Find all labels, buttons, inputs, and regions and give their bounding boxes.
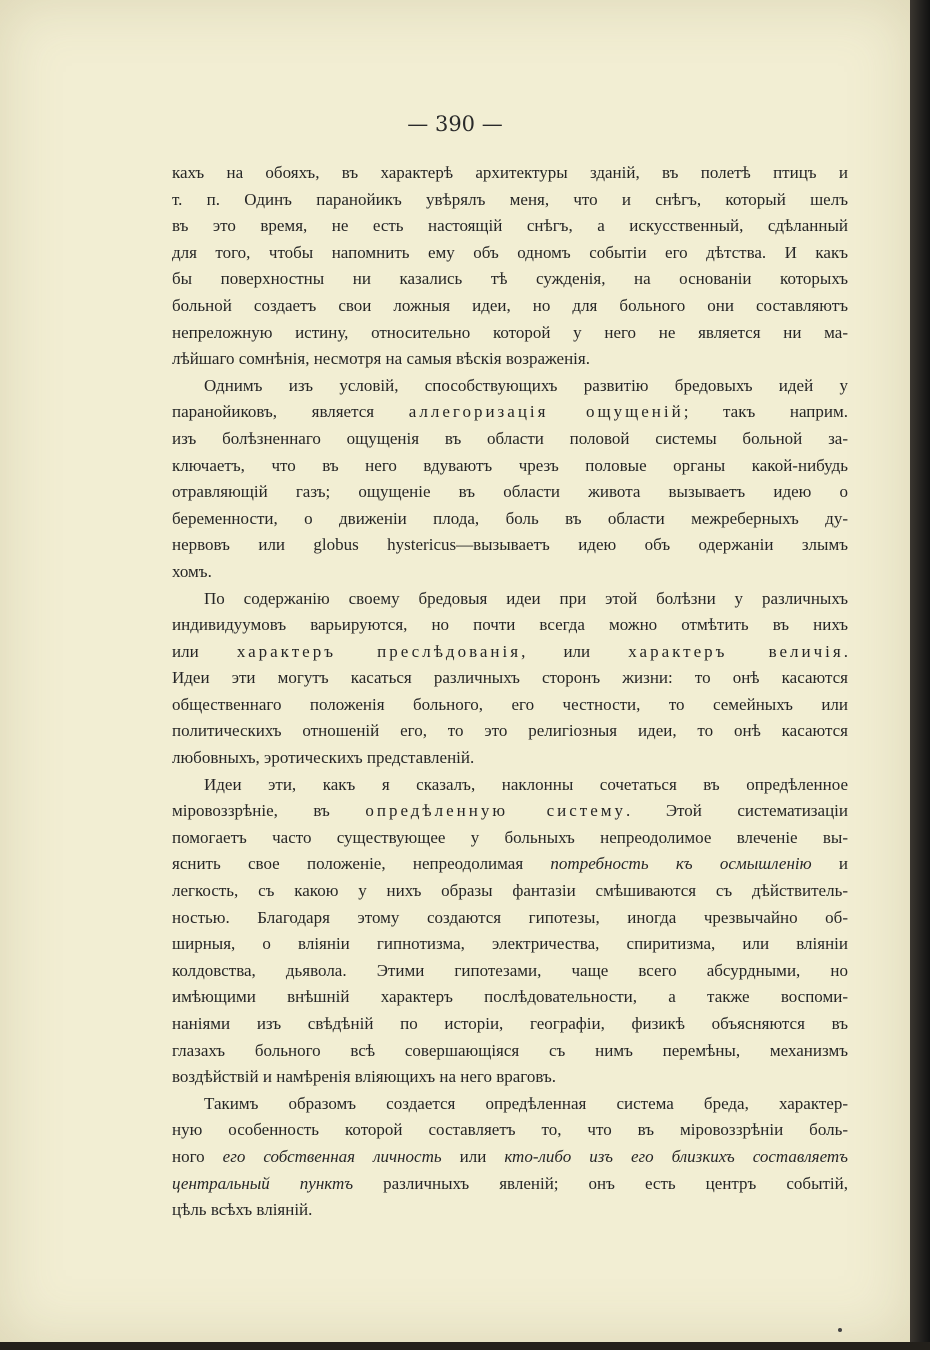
- text-run: и: [811, 854, 848, 874]
- text-line: [172, 346, 848, 373]
- text-run: Идеи эти, какъ я сказалъ, наклонны сочетаться въ опредѣленное: [204, 774, 848, 794]
- text-run: отравляющій газъ; ощущеніе въ области живота вызываетъ идею о: [172, 482, 848, 502]
- italic-phrase: его собственная личность: [222, 1146, 442, 1166]
- text-line: [172, 718, 848, 745]
- text-run: хомъ.: [172, 561, 212, 581]
- text-run: ; такъ наприм.: [683, 402, 848, 422]
- text-run: колдовства, дьявола. Этими гипотезами, чаще всего абсурдными, но: [172, 960, 848, 980]
- text-run: По содержанію своему бредовыя идеи при этой болѣзни у различныхъ: [204, 588, 848, 608]
- text-run: ную особенность которой составляетъ то, что въ міровоззрѣніи боль-: [172, 1120, 848, 1140]
- text-run: ширныя, о вліяніи гипнотизма, электричества, спиритизма, или вліяніи: [172, 934, 848, 954]
- text-line: [172, 665, 848, 692]
- text-run: яснить свое положеніе, непреодолимая: [172, 854, 551, 874]
- text-line: [172, 1171, 848, 1198]
- spaced-phrase: характеръ величія: [628, 641, 844, 661]
- text-line: [172, 984, 848, 1011]
- text-run: въ это время, не есть настоящій снѣгъ, а искусственный, сдѣланный: [172, 216, 848, 236]
- text-run: политическихъ отношеній его, то это религіозныя идеи, то онѣ касаются: [172, 721, 848, 741]
- text-run: воздѣйствій и намѣренія вліяющихъ на него враговъ.: [172, 1067, 556, 1087]
- text-run: для того, чтобы напомнить ему объ одномъ событіи его дѣтства. И какъ: [172, 242, 848, 262]
- text-run: нервовъ или globus hystericus—вызываетъ идею объ одержаніи злымъ: [172, 535, 848, 555]
- text-line: [172, 479, 848, 506]
- text-line: [172, 187, 848, 214]
- text-line: [172, 213, 848, 240]
- text-run: цѣль всѣхъ вліяній.: [172, 1200, 313, 1220]
- text-line: [172, 373, 848, 400]
- text-line: [172, 692, 848, 719]
- text-line: [172, 612, 848, 639]
- text-line: [172, 1091, 848, 1118]
- text-run: наніями изъ свѣдѣній по исторіи, географіи, физикѣ объясняются въ: [172, 1014, 848, 1033]
- text-line: [172, 266, 848, 293]
- text-run: любовныхъ, эротическихъ представленій.: [172, 748, 475, 768]
- text-line: [172, 772, 848, 799]
- text-run: непреложную истину, относительно которой у него не является ни ма-: [172, 322, 848, 342]
- ink-dot: [838, 1328, 842, 1332]
- text-line: [172, 453, 848, 480]
- text-run: Такимъ образомъ создается опредѣленная система бреда, характер-: [204, 1093, 848, 1113]
- italic-phrase: центральный пунктъ: [172, 1173, 354, 1193]
- text-line: [172, 931, 848, 958]
- text-line: [172, 1144, 848, 1171]
- text-run: различныхъ явленій; онъ есть центръ событій,: [353, 1173, 848, 1193]
- text-run: имѣющими внѣшній характеръ послѣдовательности, а также воспоми-: [172, 987, 848, 1007]
- text-run: легкость, съ какою у нихъ образы фантазіи смѣшиваются съ дѣйствитель-: [172, 881, 848, 901]
- text-line: [172, 639, 848, 666]
- italic-phrase: потребность къ осмышленію: [550, 854, 812, 874]
- text-line: [172, 1011, 848, 1038]
- text-run: . Этой систематизаціи: [626, 801, 848, 821]
- text-run: бы поверхностны ни казались тѣ сужденія, на основаніи которыхъ: [172, 269, 848, 289]
- text-run: ного: [172, 1146, 223, 1166]
- text-line: [172, 1038, 848, 1065]
- text-run: Однимъ изъ условій, способствующихъ развитію бредовыхъ идей у: [204, 375, 848, 395]
- text-line: [172, 559, 848, 586]
- spaced-phrase: опредѣленную систему: [365, 801, 627, 821]
- text-line: [172, 878, 848, 905]
- text-line: [172, 426, 848, 453]
- text-line: [172, 399, 848, 426]
- text-line: [172, 532, 848, 559]
- text-line: [172, 1117, 848, 1144]
- text-run: паранойиковъ, является: [172, 402, 409, 422]
- text-line: [172, 1064, 848, 1091]
- text-run: ключаетъ, что въ него вдуваютъ чрезъ половые органы какой-нибудь: [172, 455, 848, 475]
- text-run: лѣйшаго сомнѣнія, несмотря на самыя вѣскія возраженія.: [172, 349, 590, 369]
- text-line: [172, 1197, 848, 1224]
- text-run: , или: [521, 641, 629, 661]
- text-run: беременности, о движеніи плода, боль въ области межреберныхъ ду-: [172, 508, 848, 528]
- text-line: [172, 745, 848, 772]
- spaced-phrase: аллегоризація ощущеній: [408, 402, 684, 422]
- text-run: кахъ на обояхъ, въ характерѣ архитектуры зданій, въ полетѣ птицъ и: [172, 163, 848, 182]
- text-run: или: [441, 1146, 505, 1166]
- text-run: индивидуумовъ варьируются, но почти всегда можно отмѣтить въ нихъ: [172, 615, 848, 635]
- text-line: [172, 958, 848, 985]
- text-line: [172, 320, 848, 347]
- page-edge-bottom: [0, 1342, 930, 1350]
- text-run: .: [843, 641, 848, 661]
- page-edge-right: [910, 0, 930, 1350]
- page-number: — 390 —: [407, 112, 503, 136]
- text-run: ностью. Благодаря этому создаются гипотезы, иногда чрезвычайно об-: [172, 907, 848, 927]
- text-line: [172, 240, 848, 267]
- text-line: [172, 293, 848, 320]
- text-line: [172, 586, 848, 613]
- text-run: изъ болѣзненнаго ощущенія въ области половой системы больной за-: [172, 428, 848, 448]
- text-line: [172, 798, 848, 825]
- italic-phrase: кто-либо изъ его близкихъ составляетъ: [504, 1146, 848, 1166]
- text-run: глазахъ больного всѣ совершающіяся съ нимъ перемѣны, механизмъ: [172, 1040, 848, 1060]
- text-run: т. п. Одинъ паранойикъ увѣрялъ меня, что и снѣгъ, который шелъ: [172, 189, 848, 209]
- text-run: общественнаго положенія больного, его честности, то семейныхъ или: [172, 694, 848, 714]
- text-line: [172, 905, 848, 932]
- text-run: Идеи эти могутъ касаться различныхъ сторонъ жизни: то онѣ касаются: [172, 668, 848, 688]
- spaced-phrase: характеръ преслѣдованія: [236, 641, 522, 661]
- text-run: помогаетъ часто существующее у больныхъ непреодолимое влеченіе вы-: [172, 827, 848, 847]
- text-run: міровоззрѣніе, въ: [172, 801, 366, 821]
- body-text: [172, 160, 848, 1224]
- text-run: или: [172, 641, 237, 661]
- text-line: [172, 160, 848, 187]
- text-run: больной создаетъ свои ложныя идеи, но для больного они составляютъ: [172, 295, 848, 315]
- text-line: [172, 851, 848, 878]
- text-line: [172, 506, 848, 533]
- text-line: [172, 825, 848, 852]
